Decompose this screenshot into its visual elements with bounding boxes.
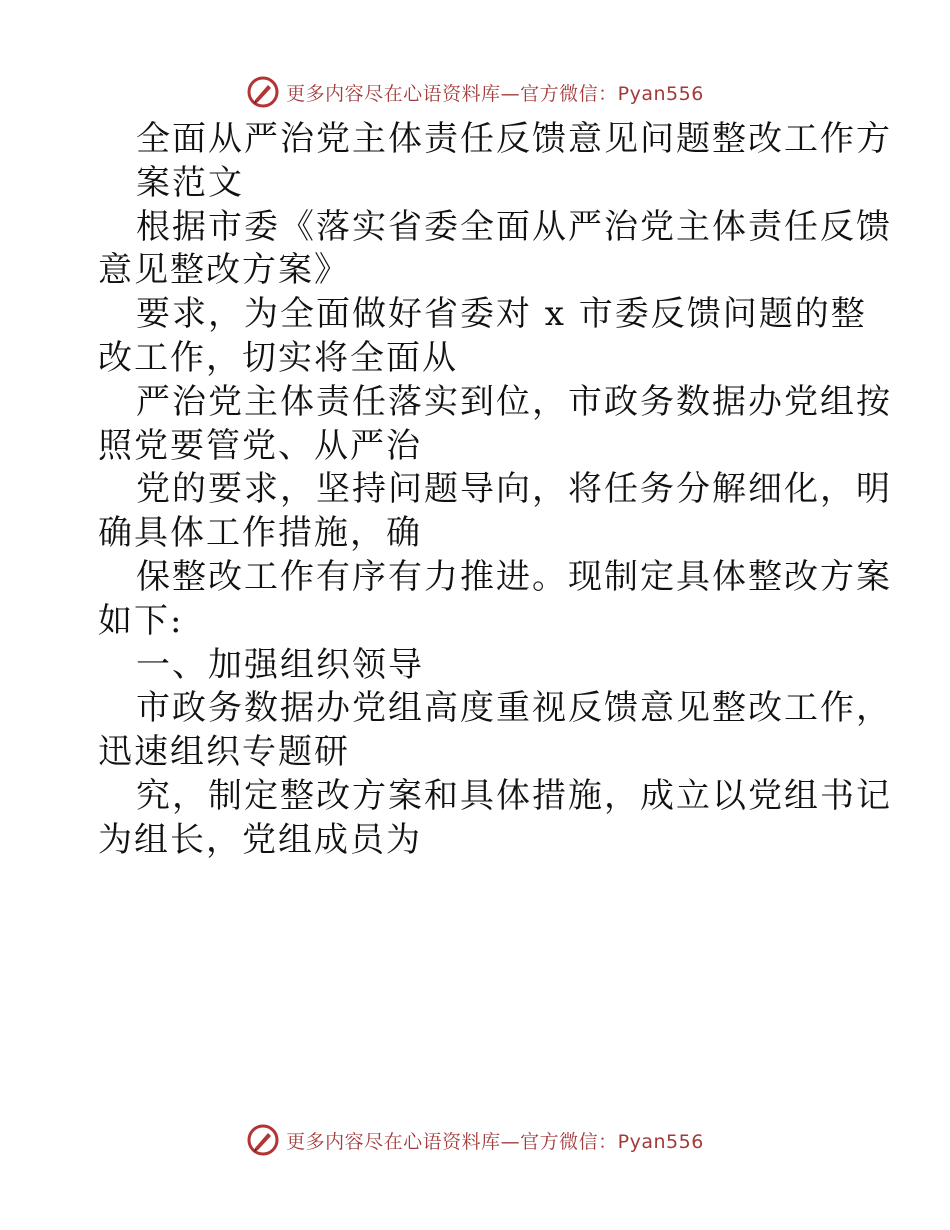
header-watermark <box>0 72 950 112</box>
text-line: 意见整改方案》 <box>98 250 350 291</box>
text-line: 究，制定整改方案和具体措施，成立以党组书记 <box>136 775 892 816</box>
text-line: 照党要管党、从严治 <box>98 425 422 466</box>
text-line: 市政务数据办党组高度重视反馈意见整改工作， <box>136 688 892 729</box>
watermark-text: 更多内容尽在心语资料库—官方微信：Pyan556 <box>286 1130 704 1153</box>
text-line: 案范文 <box>136 162 244 203</box>
text-line: 如下: <box>98 600 184 641</box>
text-line: 确具体工作措施，确 <box>98 513 422 554</box>
text-line: 全面从严治党主体责任反馈意见问题整改工作方 <box>136 119 892 159</box>
footer-watermark <box>0 1120 950 1160</box>
text-line: 迅速组织专题研 <box>98 732 350 773</box>
text-line: 一、加强组织领导 <box>136 644 424 685</box>
text-line: 根据市委《落实省委全面从严治党主体责任反馈 <box>136 206 892 247</box>
document-body <box>98 118 892 863</box>
text-line: 为组长，党组成员为 <box>98 819 422 860</box>
text-line: 党的要求，坚持问题导向，将任务分解细化，明 <box>136 469 892 510</box>
text-line: 严治党主体责任落实到位，市政务数据办党组按 <box>136 381 892 422</box>
text-line: 保整改工作有序有力推进。现制定具体整改方案 <box>136 556 892 597</box>
text-line: 改工作，切实将全面从 <box>98 337 458 378</box>
pen-logo-icon <box>246 1123 280 1157</box>
text-line: 要求，为全面做好省委对 x 市委反馈问题的整 <box>136 294 867 335</box>
pen-logo-icon <box>246 75 280 109</box>
watermark-text: 更多内容尽在心语资料库—官方微信：Pyan556 <box>286 82 704 105</box>
